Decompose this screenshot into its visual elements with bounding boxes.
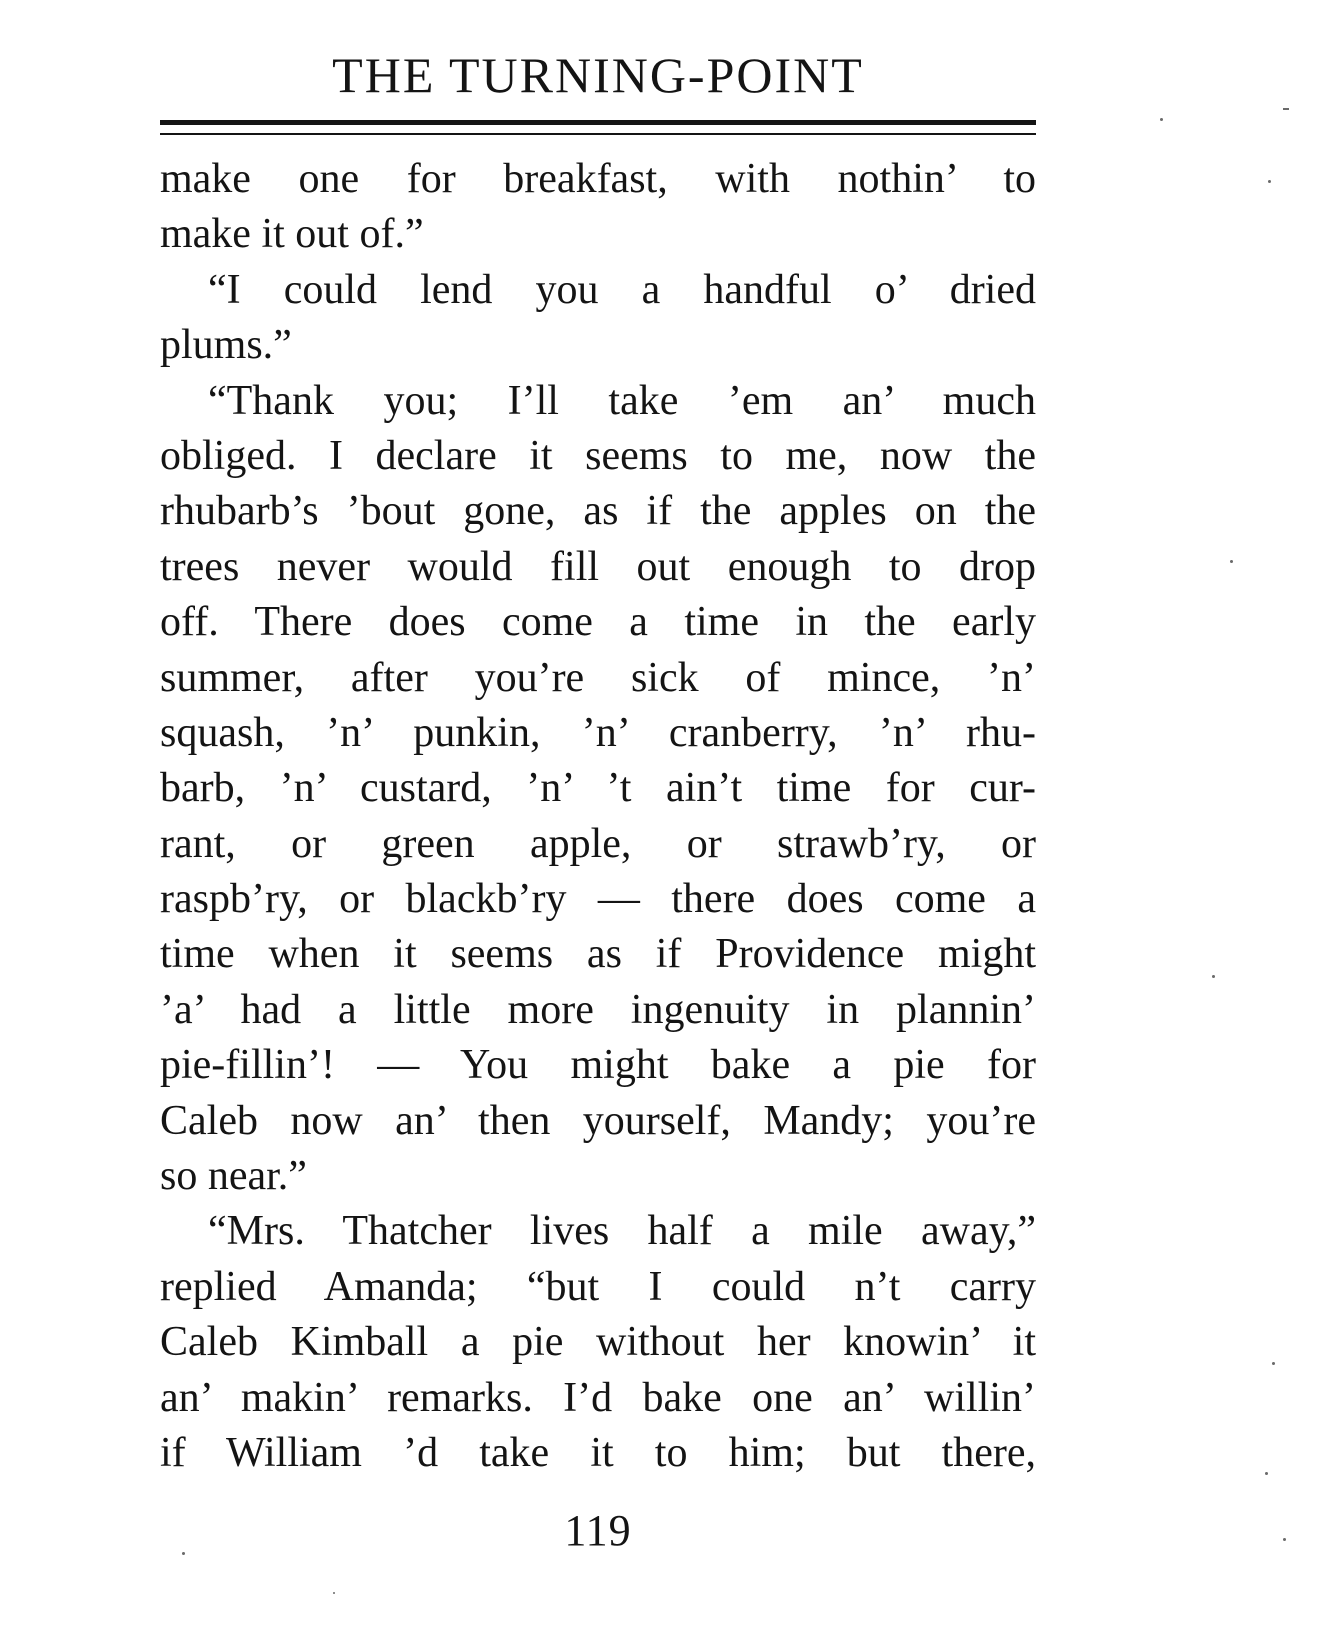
text-line: obliged. I declare it seems to me, now the bbox=[160, 432, 1036, 479]
text-line: squash, ’n’ punkin, ’n’ cranberry, ’n’ rhu- bbox=[160, 709, 1036, 756]
text-line: raspb’ry, or blackb’ry — there does come a bbox=[160, 876, 1036, 923]
text-line: “I could lend you a handful o’ dried bbox=[208, 266, 1036, 313]
text-line: Caleb Kimball a pie without her knowin’ it bbox=[160, 1319, 1036, 1366]
text-line: off. There does come a time in the early bbox=[160, 599, 1036, 646]
scan-speck bbox=[1230, 560, 1233, 563]
text-line: so near.” bbox=[160, 1153, 307, 1200]
scan-speck bbox=[1268, 180, 1271, 183]
text-line: ’a’ had a little more ingenuity in plannin’ bbox=[160, 986, 1036, 1033]
text-line: rhubarb’s ’bout gone, as if the apples on the bbox=[160, 488, 1036, 535]
header-rule-thin bbox=[160, 133, 1036, 135]
text-line: time when it seems as if Providence might bbox=[160, 931, 1036, 978]
text-line: make it out of.” bbox=[160, 211, 424, 258]
text-line: trees never would fill out enough to drop bbox=[160, 543, 1036, 590]
text-line: pie-fillin’! — You might bake a pie for bbox=[160, 1042, 1036, 1089]
text-line: summer, after you’re sick of mince, ’n’ bbox=[160, 654, 1036, 701]
text-line: “Mrs. Thatcher lives half a mile away,” bbox=[208, 1208, 1036, 1255]
text-line: if William ’d take it to him; but there, bbox=[160, 1429, 1036, 1476]
scan-speck bbox=[1283, 1538, 1286, 1541]
page-number: 119 bbox=[564, 1506, 632, 1555]
running-head: THE TURNING-POINT bbox=[332, 47, 864, 103]
text-line: rant, or green apple, or strawb’ry, or bbox=[160, 820, 1036, 867]
scan-speck bbox=[1283, 108, 1289, 110]
text-line: “Thank you; I’ll take ’em an’ much bbox=[208, 377, 1036, 424]
text-line: plums.” bbox=[160, 322, 292, 369]
scan-speck bbox=[182, 1552, 185, 1555]
scan-speck bbox=[333, 1592, 335, 1594]
text-line: Caleb now an’ then yourself, Mandy; you’re bbox=[160, 1097, 1036, 1144]
text-line: barb, ’n’ custard, ’n’ ’t ain’t time for cur- bbox=[160, 765, 1036, 812]
header-rule-thick bbox=[160, 120, 1036, 125]
text-line: an’ makin’ remarks. I’d bake one an’ willin’ bbox=[160, 1374, 1036, 1421]
text-line: replied Amanda; “but I could n’t carry bbox=[160, 1263, 1036, 1310]
scan-speck bbox=[1212, 975, 1215, 978]
body-text bbox=[160, 152, 1036, 1481]
scan-speck bbox=[1160, 118, 1163, 121]
scan-speck bbox=[1272, 1362, 1275, 1365]
scan-speck bbox=[1265, 1472, 1268, 1475]
text-line: make one for breakfast, with nothin’ to bbox=[160, 156, 1036, 202]
